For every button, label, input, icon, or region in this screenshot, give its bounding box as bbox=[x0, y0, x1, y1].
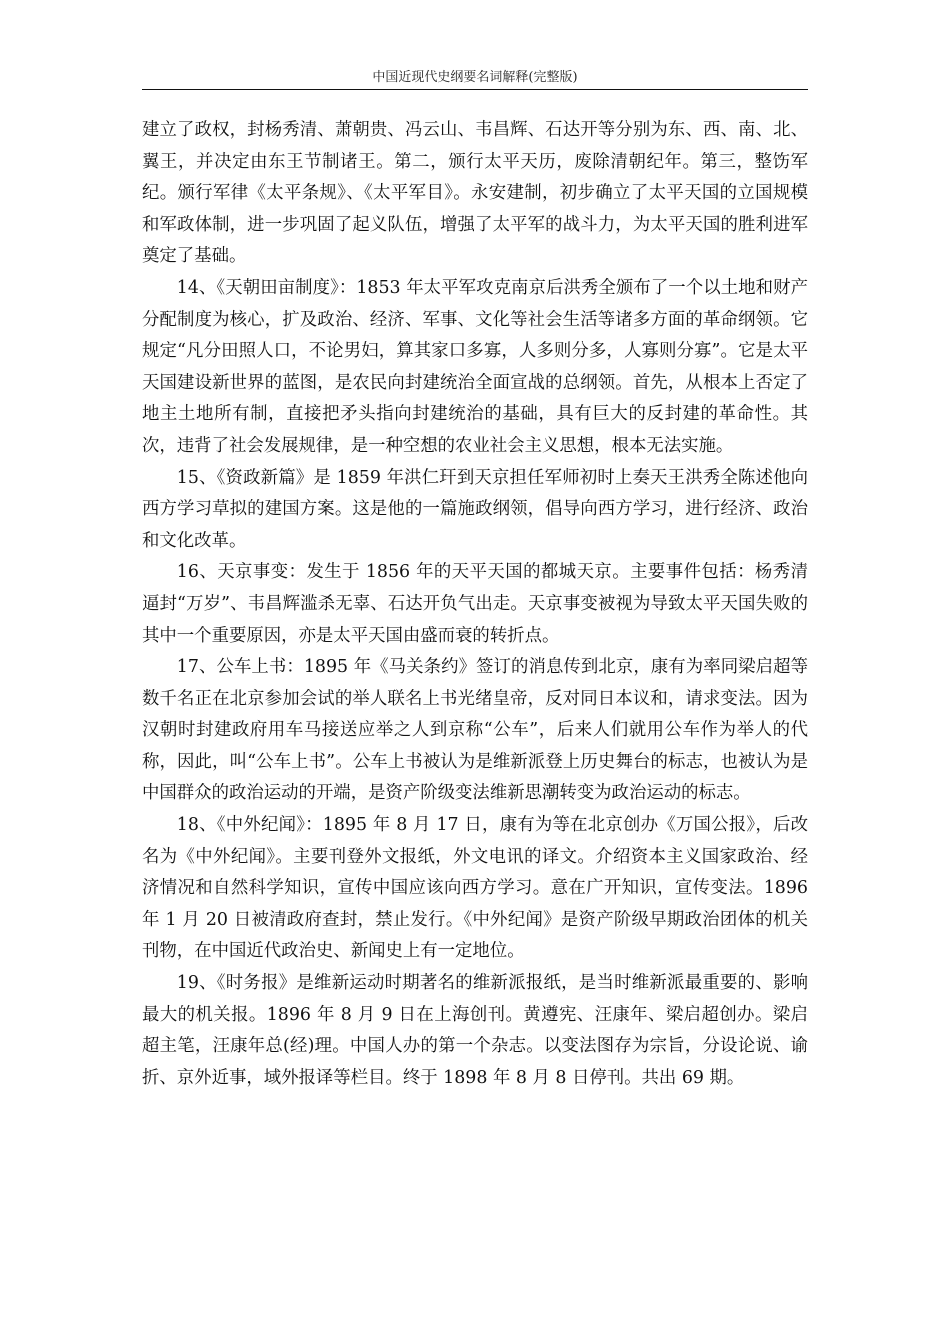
running-header: 中国近现代史纲要名词解释(完整版) bbox=[372, 70, 578, 85]
paragraph-17-gongche-shangshu: 17、公车上书：1895 年《马关条约》签订的消息传到北京，康有为率同梁启超等数千名正在北京参加会试的举人联名上书光绪皇帝，反对同日本议和，请求变法。因为汉朝时封建政府用车马接送应举之人到京称“公车”，后来人们就用公车作为举人的代称，因此，叫“公车上书”。公车上书被认为是维新派登上历史舞台的标志，也被认为是中国群众的政治运动的开端，是资产阶级变法维新思潮转变为政治运动的标志。 bbox=[142, 657, 808, 804]
paragraph-18-zhongwai-jiwen: 18、《中外纪闻》：1895 年 8 月 17 日，康有为等在北京创办《万国公报》，后改名为《中外纪闻》。主要刊登外文报纸，外文电讯的译文。介绍资本主义国家政治、经济情况和自然科学知识，宣传中国应该向西方学习。意在广开知识，宣传变法。1896 年 1 月 20 日被清政府查封，禁止发行。《中外纪闻》是资产阶级早期政治团体的机关刊物，在中国近代政治史、新闻史上有一定地位。 bbox=[142, 815, 808, 962]
body-text bbox=[142, 115, 808, 1094]
paragraph-14-tianchao-tianmu: 14、《天朝田亩制度》：1853 年太平军攻克南京后洪秀全颁布了一个以土地和财产分配制度为核心，扩及政治、经济、军事、文化等社会生活等诸多方面的革命纲领。它规定“凡分田照人口，不论男妇，算其家口多寡，人多则分多，人寡则分寡”。它是太平天国建设新世界的蓝图，是农民向封建统治全面宣战的总纲领。首先，从根本上否定了地主土地所有制，直接把矛头指向封建统治的基础，具有巨大的反封建的革命性。其次，违背了社会发展规律，是一种空想的农业社会主义思想，根本无法实施。 bbox=[142, 277, 808, 456]
paragraph-16-tianjing-incident: 16、天京事变：发生于 1856 年的天平天国的都城天京。主要事件包括：杨秀清逼封“万岁”、韦昌辉滥杀无辜、石达开负气出走。天京事变被视为导致太平天国失败的其中一个重要原因，亦是太平天国由盛而衰的转折点。 bbox=[142, 562, 808, 646]
header-rule bbox=[142, 89, 808, 90]
paragraph-15-zizheng-xinpian: 15、《资政新篇》是 1859 年洪仁玕到天京担任军师初时上奏天王洪秀全陈述他向西方学习草拟的建国方案。这是他的一篇施政纲领，倡导向西方学习，进行经济、政治和文化改革。 bbox=[142, 467, 808, 551]
paragraph-19-shiwu-bao: 19、《时务报》是维新运动时期著名的维新派报纸，是当时维新派最重要的、影响最大的机关报。1896 年 8 月 9 日在上海创刊。黄遵宪、汪康年、梁启超创办。梁启超主笔，汪康年总(经)理。中国人办的第一个杂志。以变法图存为宗旨，分设论说、谕折、京外近事，域外报译等栏目。终于 1898 年 8 月 8 日停刊。共出 69 期。 bbox=[142, 973, 808, 1088]
paragraph-continuation: 建立了政权，封杨秀清、萧朝贵、冯云山、韦昌辉、石达开等分别为东、西、南、北、翼王，并决定由东王节制诸王。第二，颁行太平天历，废除清朝纪年。第三，整饬军纪。颁行军律《太平条规》、《太平军目》。永安建制，初步确立了太平天国的立国规模和军政体制，进一步巩固了起义队伍，增强了太平军的战斗力，为太平天国的胜利进军奠定了基础。 bbox=[142, 120, 808, 267]
